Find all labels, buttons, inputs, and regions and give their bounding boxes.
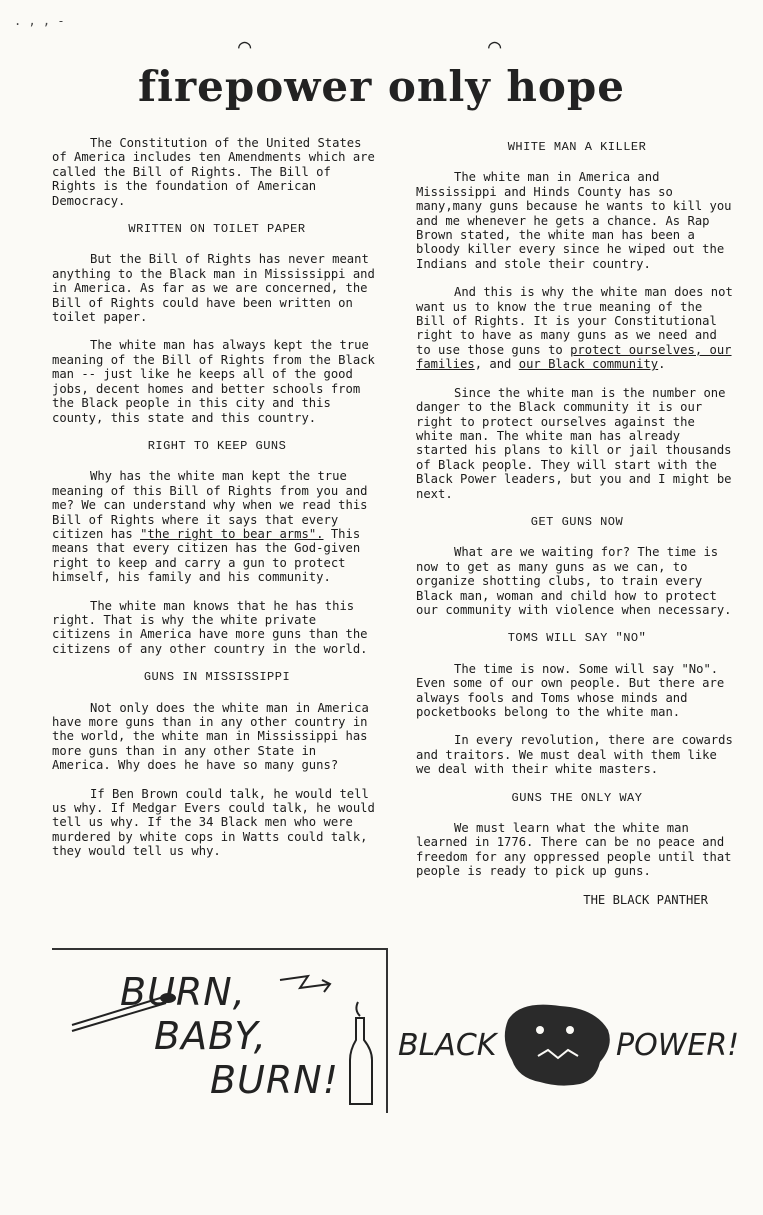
slogan-line: BABY, bbox=[154, 1014, 267, 1058]
paragraph: The white man has always kept the true meaning of the Bill of Rights from the Black man -- just like he keeps all of the good jobs, decent homes and better schools from the Black people in this city and this county, this state and this country. bbox=[52, 338, 375, 425]
paragraph: The white man knows that he has this right. That is why the white private citizens in America have more guns than the citizens of any other country in the world. bbox=[52, 598, 368, 656]
crescent-mark-right: ⌒ bbox=[488, 34, 502, 59]
paragraph bbox=[416, 285, 738, 371]
right-column bbox=[416, 136, 738, 907]
page-title: firepower only hope bbox=[137, 62, 626, 111]
underlined-phrase: our Black community bbox=[518, 357, 659, 372]
section-heading: WRITTEN ON TOILET PAPER bbox=[128, 222, 306, 237]
bottle-icon bbox=[346, 1000, 376, 1110]
slogan-word: BLACK bbox=[398, 1028, 497, 1063]
paragraph: We must learn what the white man learned in 1776. There can be no peace and freedom for any oppressed people until that people is ready to pick up guns. bbox=[416, 821, 732, 879]
paragraph bbox=[52, 469, 382, 584]
paragraph: Since the white man is the number one danger to the Black community it is our right to protect ourselves against the white man. The white man has already started his plans to kill or jail thousands of Black people. They will start with the Black Power leaders, but you and I might be next. bbox=[416, 385, 732, 501]
section-heading: TOMS WILL SAY "NO" bbox=[507, 631, 647, 646]
paragraph: The Constitution of the United States of America includes ten Amendments which are called the Bill of Rights. The Bill of Rights is the foundation of American Democracy. bbox=[52, 136, 375, 208]
paragraph: If Ben Brown could talk, he would tell us why. If Medgar Evers could talk, he would tell us why. If the 34 Black men who were murdered by white cops in Watts could talk, they would tell us why. bbox=[52, 786, 375, 859]
section-heading: GET GUNS NOW bbox=[530, 514, 624, 529]
paragraph: The time is now. Some will say "No". Even some of our own people. But there are always fools and Toms whose minds and pocketbooks belong to the white man. bbox=[416, 661, 725, 719]
section-heading: GUNS THE ONLY WAY bbox=[511, 790, 643, 805]
slogan-word: POWER! bbox=[616, 1028, 740, 1063]
section-heading: GUNS IN MISSISSIPPI bbox=[143, 670, 291, 685]
paragraph: What are we waiting for? The time is now to get as many guns as we can, to organize shotting clubs, to train every Black man, woman and child how to protect our community with violence when necessary. bbox=[416, 545, 732, 617]
horizontal-rule bbox=[52, 948, 388, 950]
signature: THE BLACK PANTHER bbox=[583, 892, 708, 907]
underlined-phrase: protect ourselves, our families bbox=[416, 342, 732, 372]
paragraph-text: . bbox=[658, 357, 666, 372]
crescent-mark-left: ⌒ bbox=[238, 34, 252, 59]
paragraph-text: Why has the white man kept the true meaning of this Bill of Rights from you and me? We can understand why when we read this Bill of Rights where it says that every citizen has bbox=[52, 469, 368, 541]
paragraph: In every revolution, there are cowards and traitors. We must deal with them like we deal with their white masters. bbox=[416, 733, 733, 777]
paragraph-text: , and bbox=[474, 357, 512, 372]
slogan-line: BURN! bbox=[210, 1058, 339, 1102]
panther-icon bbox=[500, 1000, 620, 1090]
paragraph: But the Bill of Rights has never meant anything to the Black man in Mississippi and in America. As far as we are concerned, the Bill of Rights could have been written on toilet paper. bbox=[52, 252, 375, 325]
slogan-line: BURN, bbox=[120, 970, 246, 1014]
burn-baby-burn-slogan bbox=[120, 970, 339, 1102]
section-heading: RIGHT TO KEEP GUNS bbox=[147, 438, 287, 453]
section-heading: WHITE MAN A KILLER bbox=[507, 140, 647, 154]
paragraph-text: And this is why the white man does not want us to know the true meaning of the Bill of Rights. It is your Constitutional right to have as many guns as we need and to use those guns to bbox=[416, 285, 733, 357]
paragraph: Not only does the white man in America have more guns than in any other country in the world, the white man in Mississippi has more guns than in any other State in America. Why does he have so many guns? bbox=[52, 700, 369, 773]
underlined-quote: "the right to bear arms". bbox=[140, 526, 324, 541]
corner-marks: . , , - bbox=[14, 14, 65, 28]
vertical-rule bbox=[386, 948, 388, 1113]
left-column bbox=[52, 136, 382, 873]
paragraph: The white man in America and Mississippi and Hinds County has so many,many guns because he wants to kill you and me whenever he gets a chance. As Rap Brown stated, the white man has been a bloody killer every since he wiped out the Indians and stole their country. bbox=[416, 170, 732, 271]
paragraph-text: This means that every citizen has the God-given right to keep and carry a gun to protect himself, his family and his community. bbox=[52, 526, 361, 585]
